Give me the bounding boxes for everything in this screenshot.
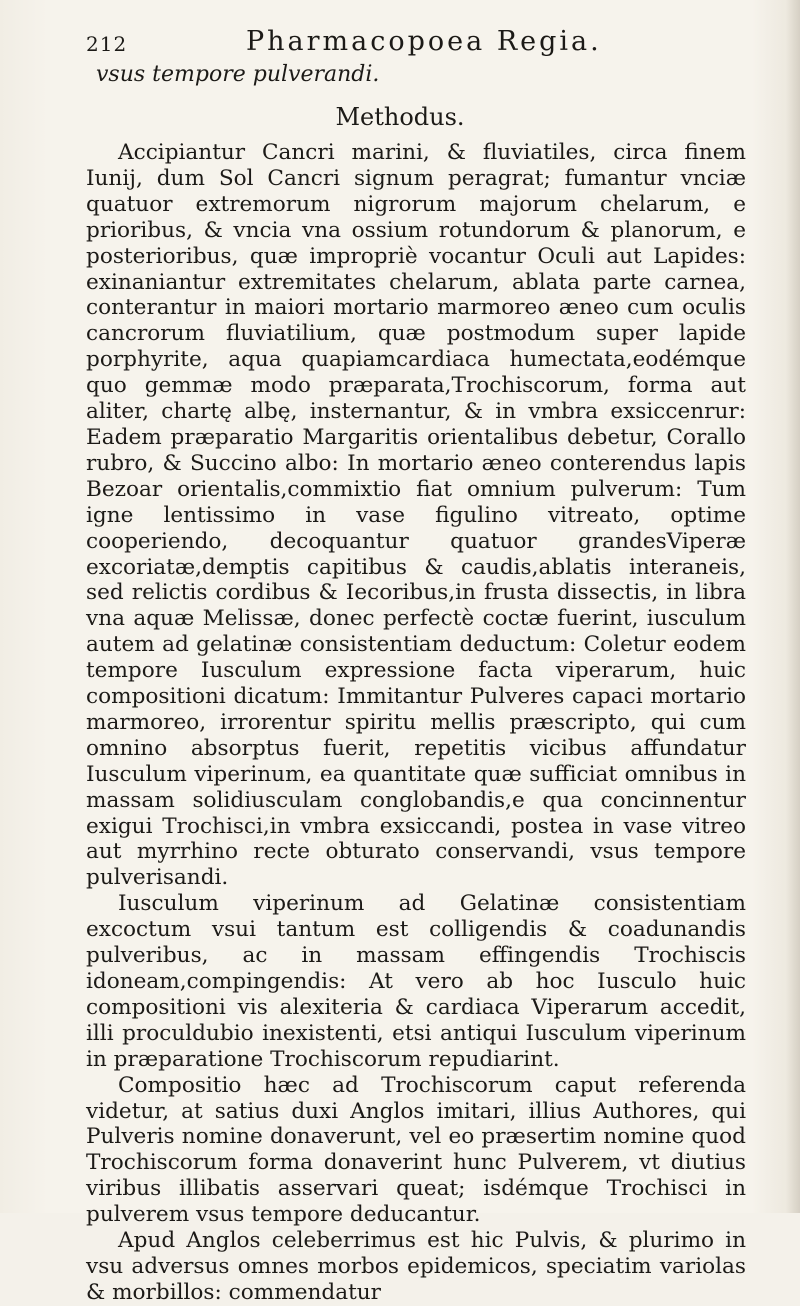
page-number: 212 bbox=[86, 32, 128, 56]
paragraph: Compositio hæc ad Trochiscorum caput referenda videtur, at satius duxi Anglos imitari, illius Authores, qui Pulveris nomine donaverunt, vel eo præsertim nomine quod Trochiscorum forma donaverint hunc Pulverem, vt diutius viribus illibatis asservari queat; isdémque Trochisci in pulverem vsus tempore deducantur. bbox=[86, 1072, 746, 1228]
running-title: Pharmacopoea Regia. bbox=[246, 26, 602, 57]
paragraph: Accipiantur Cancri marini, & fluviatiles, circa finem Iunij, dum Sol Cancri signum peragrat; fumantur vnciæ quatuor extremorum nigrorum majorum chelarum, e prioribus, & vncia vna ossium rotundorum & planorum, e posterioribus, quæ impropriè vocantur Oculi aut Lapides: exinaniantur extremitates chelarum, ablata parte carnea, conterantur in maiori mortario marmoreo æneo cum oculis cancrorum fluviatilium, quæ postmodum super lapide porphyrite, aqua quapiamcardiaca humectata,eodémque quo gemmæ modo præparata,Trochiscorum, forma aut aliter, chartę albę, insternantur, & in vmbra exsiccenrur: Eadem præparatio Margaritis orientalibus debetur, Corallo rubro, & Succino albo: In mortario æneo conterendus lapis Bezoar orientalis,commixtio fiat omnium pulverum: Tum igne lentissimo in vase figulino vitreato, optime cooperiendo, decoquantur quatuor grandesViperæ excoriatæ,demptis capitibus & caudis,ablatis interaneis, sed relictis cordibus & Iecoribus,in frusta dissectis, in libra vna aquæ Melissæ, donec perfectè coctæ fuerint, iusculum autem ad gelatinæ consistentiam deductum: Coletur eodem tempore Iusculum expressione facta viperarum, huic compositioni dicatum: Immitantur Pulveres capaci mortario marmoreo, irrorentur spiritu mellis præscripto, qui cum omnino absorptus fuerit, repetitis vicibus affundatur Iusculum viperinum, ea quantitate quæ sufficiat omnibus in massam solidiusculam conglobandis,e qua concinnentur exigui Trochisci,in vmbra exsiccandi, postea in vase vitreo aut myrrhino recte obturato conservandi, vsus tempore pulverisandi. bbox=[86, 140, 746, 891]
page-edge-shadow bbox=[786, 0, 800, 1213]
section-title: Methodus. bbox=[335, 103, 465, 131]
body-text bbox=[86, 140, 746, 1306]
subheading: vsus tempore pulverandi. bbox=[96, 62, 380, 87]
paragraph: Iusculum viperinum ad Gelatinæ consistentiam excoctum vsui tantum est colligendis & coadunandis pulveribus, ac in massam effingendis Trochiscis idoneam,compingendis: At vero ab hoc Iusculo huic compositioni vis alexiteria & cardiaca Viperarum accedit, illi proculdubio inexistenti, etsi antiqui Iusculum viperinum in præparatione Trochiscorum repudiarint. bbox=[86, 891, 746, 1072]
page-header bbox=[86, 26, 746, 66]
paragraph: Apud Anglos celeberrimus est hic Pulvis, & plurimo in vsu adversus omnes morbos epidemicos, speciatim variolas & morbillos: commendatur bbox=[86, 1228, 746, 1305]
